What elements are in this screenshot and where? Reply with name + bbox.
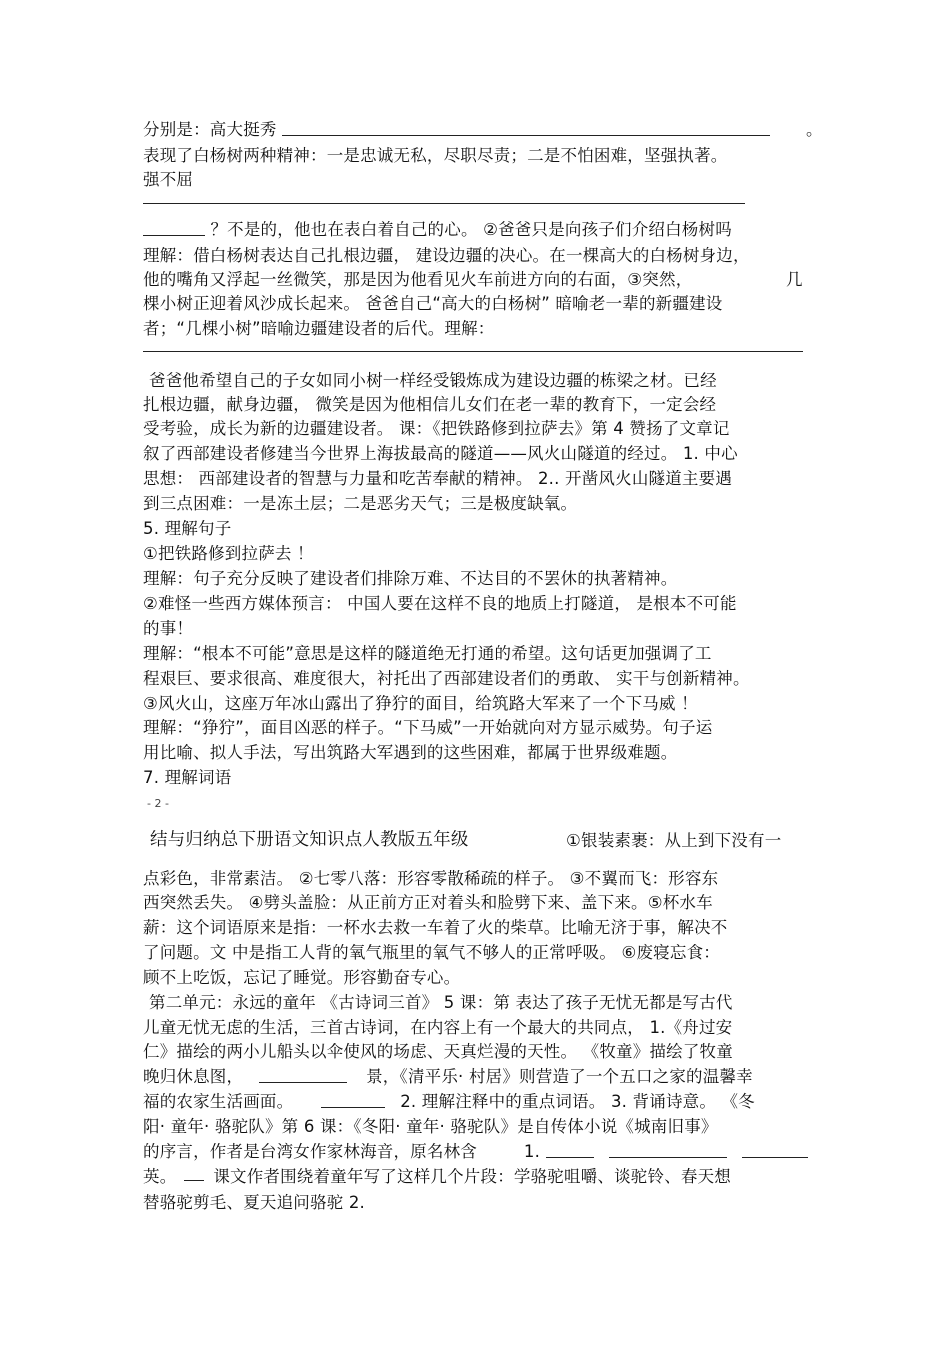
text-line: ？不是的，他也在表白着自己的心。 ②爸爸只是向孩子们介绍白杨树吗 <box>143 219 732 241</box>
fill-blank <box>282 125 770 136</box>
text-line: 棵小树正迎着风沙成长起来。 爸爸自己“高大的白杨树” 暗喻老一辈的新疆建设 <box>143 294 723 313</box>
text-line: 顾不上吃饭，忘记了睡觉。形容勤奋专心。 <box>143 968 461 987</box>
text-line: 爸爸他希望自己的子女如同小树一样经受锻炼成为建设边疆的栋梁之材。已经 <box>149 371 717 390</box>
fill-blank <box>184 1174 204 1181</box>
text-line: 扎根边疆，献身边疆， 微笑是因为他相信儿女们在老一辈的教育下，一定会经 <box>143 395 717 414</box>
text-line: 替骆驼剪毛、夏天追问骆驼 2. <box>143 1193 365 1212</box>
text-line: 到三点困难：一是冻土层；二是恶劣天气；三是极度缺氧。 <box>143 494 578 513</box>
text-line: ③风火山，这座万年冰山露出了狰狞的面目，给筑路大军来了一个下马威 ！ <box>143 694 698 713</box>
text-line: 福的农家生活画面。 2. 理解注释中的重点词语。 3. 背诵诗意。 《冬 <box>143 1092 755 1111</box>
section-heading: 5. 理解句子 <box>143 519 232 538</box>
text-line: 第二单元：永远的童年 《古诗词三首》 5 课：第 表达了孩子无忧无都是写古代 <box>149 993 733 1012</box>
text-line: 的序言，作者是台湾女作家林海音，原名林含 1. <box>143 1141 808 1163</box>
underline-rule <box>143 351 803 352</box>
text-line: 思想： 西部建设者的智慧与力量和吃苦奉献的精神。 2.. 开凿风火山隧道主要遇 <box>143 469 733 488</box>
text-line: 西突然丢失。 ④劈头盖脸：从正前方正对着头和脸劈下来、盖下来。⑤杯水车 <box>143 893 713 912</box>
fill-blank <box>609 1147 727 1158</box>
page-number: - 2 - <box>147 797 169 810</box>
text-line: ①银装素裹：从上到下没有一 <box>566 831 782 850</box>
text-line: 者；“几棵小树”暗喻边疆建设者的后代。理解： <box>143 319 495 338</box>
fill-blank <box>321 1097 385 1108</box>
text-line: 强不屈 <box>143 170 194 189</box>
page-header-title: 结与归纳总下册语文知识点人教版五年级 <box>150 830 469 850</box>
text-line: 理解：“狰狞”，面目凶恶的样子。“下马威”一开始就向对方显示威势。句子运 <box>143 718 713 737</box>
text-line: 阳· 童年· 骆驼队》第 6 课：《冬阳· 童年· 骆驼队》是自传体小说《城南旧事》 <box>143 1117 718 1136</box>
text-line: 程艰巨、要求很高、难度很大，衬托出了西部建设者们的勇敢、 实干与创新精神。 <box>143 669 750 688</box>
text-fragment: 几 <box>786 270 803 289</box>
text-line: 受考验，成长为新的边疆建设者。 课：《把铁路修到拉萨去》第 4 赞扬了文章记 <box>143 419 730 438</box>
fill-blank <box>143 225 205 236</box>
text-line: 点彩色，非常素洁。 ②七零八落：形容零散稀疏的样子。 ③不翼而飞：形容东 <box>143 869 719 888</box>
text-line: 用比喻、拟人手法，写出筑路大军遇到的这些困难，都属于世界级难题。 <box>143 743 678 762</box>
fill-blank <box>742 1147 808 1158</box>
text-line: 了问题。文 中是指工人背的氧气瓶里的氧气不够人的正常呼吸。 ⑥废寝忘食： <box>143 943 720 962</box>
text-line: 表现了白杨树两种精神：一是忠诚无私，尽职尽责；二是不怕困难，坚强执著。 <box>143 146 728 165</box>
fill-blank <box>546 1147 594 1158</box>
text-line: 理解：句子充分反映了建设者们排除万难、不达目的不罢休的执著精神。 <box>143 569 678 588</box>
text-line: ①把铁路修到拉萨去 ！ <box>143 544 314 563</box>
text-line: 理解：“根本不可能”意思是这样的隧道绝无打通的希望。这句话更加强调了工 <box>143 644 712 663</box>
fill-blank <box>259 1072 347 1083</box>
text-line: 英。 课文作者围绕着童年写了这样几个片段：学骆驼咀嚼、谈驼铃、春天想 <box>143 1167 732 1186</box>
text-line: 晚归休息图， 景，《清平乐· 村居》则营造了一个五口之家的温馨幸 <box>143 1067 753 1086</box>
text-line: 理解：借白杨树表达自己扎根边疆， 建设边疆的决心。在一棵高大的白杨树身边， <box>143 246 750 265</box>
text-line: 儿童无忧无虑的生活，三首古诗词，在内容上有一个最大的共同点， 1.《舟过安 <box>143 1018 733 1037</box>
text-line: 叙了西部建设者修建当今世界上海拔最高的隧道——风火山隧道的经过。 1. 中心 <box>143 444 738 463</box>
text-line: ②难怪一些西方媒体预言： 中国人要在这样不良的地质上打隧道， 是根本不可能 <box>143 594 737 613</box>
period-mark: 。 <box>806 120 823 139</box>
text-line: 薪：这个词语原来是指：一杯水去救一车着了火的柴草。比喻无济于事，解决不 <box>143 918 728 937</box>
underline-rule <box>143 203 745 204</box>
text-line: 的事！ <box>143 619 194 638</box>
text-line: 他的嘴角又浮起一丝微笑，那是因为他看见火车前进方向的右面，③突然， <box>143 270 693 289</box>
section-heading: 7. 理解词语 <box>143 768 232 787</box>
text-line: 仁》描绘的两小儿船头以伞使风的场虑、天真烂漫的天性。 《牧童》描绘了牧童 <box>143 1042 733 1061</box>
text-line: 分别是：高大挺秀 <box>143 119 770 141</box>
